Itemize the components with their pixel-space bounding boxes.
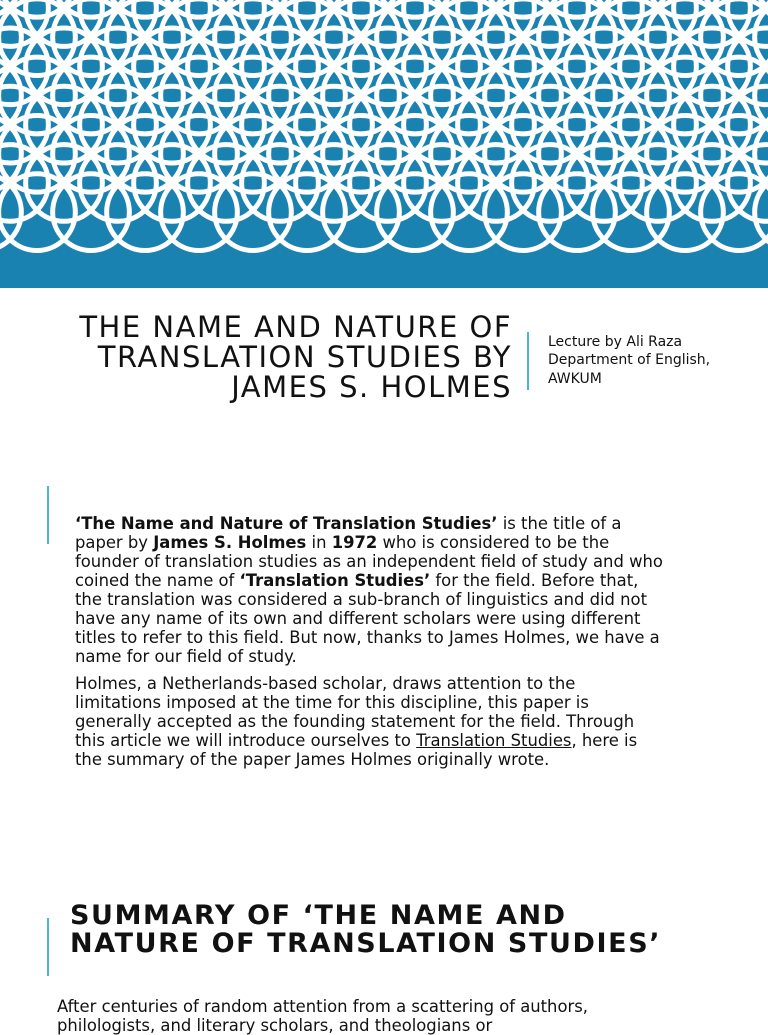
intro-section <box>75 514 665 769</box>
translation-studies-link[interactable]: Translation Studies <box>416 731 572 750</box>
title-line-2: TRANSLATION STUDIES BY <box>97 340 512 374</box>
byline-line-1: Lecture by Ali Raza <box>548 334 683 350</box>
summary-accent-bar <box>47 918 49 976</box>
summary-heading <box>70 902 750 958</box>
text-run: Holmes, a Netherlands-based scholar, draws attention to the limitations imposed at the time for this discipline, this paper is generally accepted as the founding statement for the field. Through this article we will introduce ourselves to <box>75 674 635 750</box>
author-name-bold: James S. Holmes <box>153 533 307 552</box>
intro-paragraph <box>75 514 665 666</box>
paper-title-bold: ‘The Name and Nature of Translation Studies’ <box>75 514 498 533</box>
circle-pattern-graphic <box>0 0 768 288</box>
title-line-1: THE NAME AND NATURE OF <box>79 310 512 344</box>
text-run: for the field. Before that, the translation was considered a sub-branch of linguistics and did not have any name of its own and different scholars were using different titles to refer to this field. But now, thanks to James Holmes, we have a name for our field of study. <box>75 571 660 666</box>
text-run: , here is the summary of the paper James Holmes originally wrote. <box>75 731 638 769</box>
intro-accent-bar <box>47 486 49 544</box>
byline-line-3: AWKUM <box>548 370 602 387</box>
summary-heading-line-2: NATURE OF TRANSLATION STUDIES’ <box>70 928 662 959</box>
byline-line-2: Department of English, <box>548 352 711 369</box>
header-pattern-banner <box>0 0 768 288</box>
lecture-byline <box>548 333 758 388</box>
title-line-3: JAMES S. HOLMES <box>231 370 512 404</box>
field-name-bold: ‘Translation Studies’ <box>239 571 431 590</box>
text-run: is the title of a paper by <box>75 514 622 552</box>
summary-body-line-2: philologists, and literary scholars, and theologians or <box>57 1016 493 1035</box>
text-run: who is considered to be the founder of translation studies as an independent field of study and who coined the name of <box>75 533 663 590</box>
title-divider <box>527 332 529 390</box>
summary-heading-line-1: SUMMARY OF ‘THE NAME AND <box>70 900 567 931</box>
summary-body <box>57 997 757 1035</box>
summary-body-line-1: After centuries of random attention from a scattering of authors, <box>57 997 588 1016</box>
context-paragraph <box>75 674 665 769</box>
text-run: in <box>306 533 332 552</box>
slide-title <box>20 312 512 402</box>
year-bold: 1972 <box>331 533 378 552</box>
